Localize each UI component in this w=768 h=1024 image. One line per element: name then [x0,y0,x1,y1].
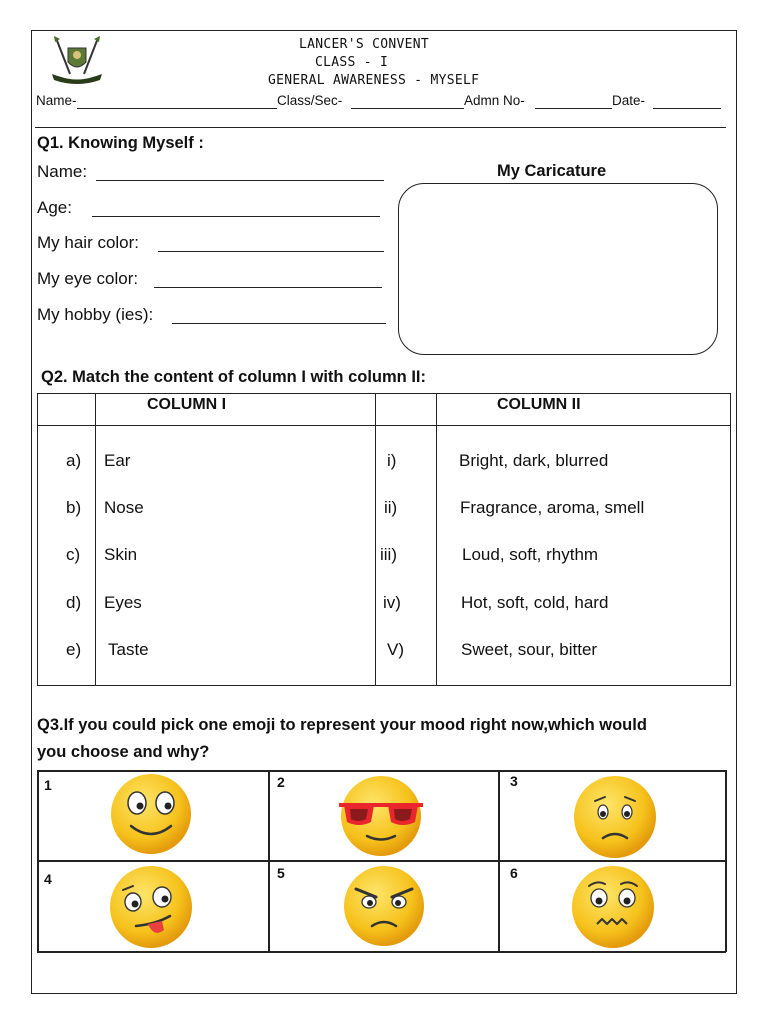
row-letter: b) [66,498,82,517]
name-label: Name- [36,93,77,108]
row-item: Nose [104,498,144,517]
emoji-number: 3 [510,773,518,789]
admn-label: Admn No- [464,93,525,108]
class-sec-blank[interactable] [351,108,464,109]
q3-title-line1: Q3.If you could pick one emoji to represent your mood right now,which would [37,716,647,734]
row-match: Fragrance, aroma, smell [460,498,645,517]
field-age-blank[interactable] [92,216,380,217]
class-title: CLASS - I [315,55,389,70]
sad-face-icon[interactable] [574,776,656,858]
field-hair-label: My hair color: [37,233,140,252]
column-1-header: COLUMN I [147,396,227,413]
field-eye-blank[interactable] [154,287,382,288]
field-name-blank[interactable] [96,180,384,181]
tongue-out-face-icon[interactable] [110,866,192,948]
row-numeral: iii) [380,545,397,564]
school-name: LANCER'S CONVENT [299,37,430,52]
row-numeral: V) [387,640,404,659]
school-crest-logo [46,34,108,88]
emoji-number: 4 [44,871,52,887]
caricature-box[interactable] [398,183,718,355]
row-item: Eyes [104,593,142,612]
name-blank[interactable] [77,108,277,109]
q3-title-line2: you choose and why? [37,743,210,761]
field-age-label: Age: [37,198,72,217]
caricature-label: My Caricature [497,162,607,180]
class-sec-label: Class/Sec- [277,93,343,108]
row-numeral: i) [387,451,397,470]
field-hair-blank[interactable] [158,251,384,252]
row-item: Taste [108,640,149,659]
header-divider [35,127,726,128]
field-hobby-blank[interactable] [172,323,386,324]
row-letter: a) [66,451,82,470]
field-hobby-label: My hobby (ies): [37,305,154,324]
q1-title: Q1. Knowing Myself : [37,134,204,152]
column-2-header: COLUMN II [497,396,581,413]
row-letter: d) [66,593,82,612]
smiling-face-icon[interactable] [111,774,191,854]
row-match: Sweet, sour, bitter [461,640,598,659]
row-numeral: iv) [383,593,401,612]
row-numeral: ii) [384,498,398,517]
admn-blank[interactable] [535,108,612,109]
row-letter: e) [66,640,82,659]
row-match: Bright, dark, blurred [459,451,609,470]
row-letter: c) [66,545,81,564]
field-eye-label: My eye color: [37,269,139,288]
row-item: Skin [104,545,138,564]
emoji-number: 5 [277,865,285,881]
emoji-number: 2 [277,774,285,790]
row-match: Hot, soft, cold, hard [461,593,609,612]
worried-face-icon[interactable] [572,866,654,948]
q2-title: Q2. Match the content of column I with column II: [41,368,427,386]
date-label: Date- [612,93,646,108]
emoji-number: 1 [44,777,52,793]
emoji-number: 6 [510,865,518,881]
date-blank[interactable] [653,108,721,109]
subject-title: GENERAL AWARENESS - MYSELF [268,73,480,88]
row-item: Ear [104,451,131,470]
field-name-label: Name: [37,162,88,181]
row-match: Loud, soft, rhythm [462,545,599,564]
angry-face-icon[interactable] [344,866,424,946]
